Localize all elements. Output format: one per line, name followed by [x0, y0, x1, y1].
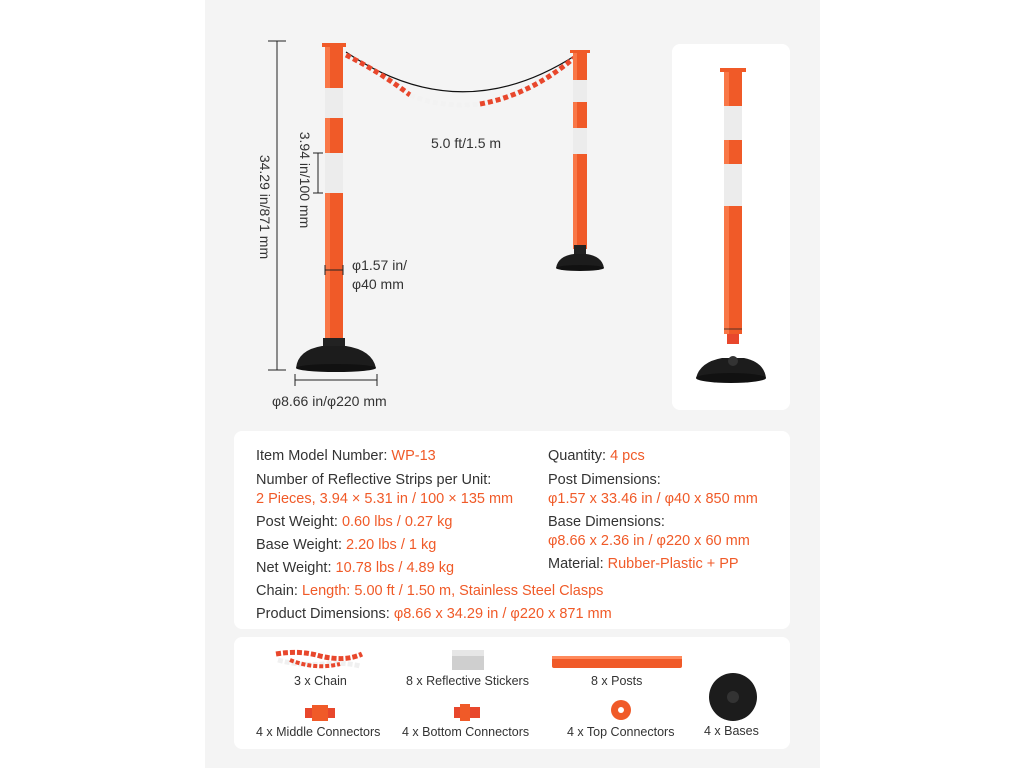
- spec-base-weight: Base Weight: 2.20 lbs / 1 kg: [256, 537, 437, 553]
- spec-product-dimensions: Product Dimensions: φ8.66 x 34.29 in / φ220 x 871 mm: [256, 606, 612, 622]
- strip-dimension-label: 3.94 in/100 mm: [297, 131, 313, 229]
- spec-base-dimensions-value: φ8.66 x 2.36 in / φ220 x 60 mm: [548, 533, 750, 549]
- post-diameter-label-2: φ40 mm: [352, 276, 404, 292]
- package-middle-connectors-label: 4 x Middle Connectors: [256, 725, 381, 739]
- spec-net-weight: Net Weight: 10.78 lbs / 4.89 kg: [256, 560, 455, 576]
- spec-strips-label: Number of Reflective Strips per Unit:: [256, 472, 492, 488]
- spec-chain: Chain: Length: 5.00 ft / 1.50 m, Stainless Steel Clasps: [256, 583, 604, 599]
- package-posts-label: 8 x Posts: [591, 674, 643, 688]
- package-chain-label: 3 x Chain: [294, 674, 347, 688]
- spec-base-dimensions-label: Base Dimensions:: [548, 514, 665, 530]
- spec-quantity: Quantity: 4 pcs: [548, 448, 645, 464]
- package-bottom-connectors-label: 4 x Bottom Connectors: [402, 725, 530, 739]
- chain-item-icon: [276, 652, 362, 666]
- spec-material: Material: Rubber-Plastic + PP: [548, 556, 739, 572]
- package-stickers-label: 8 x Reflective Stickers: [406, 674, 529, 688]
- post-diameter-label-1: φ1.57 in/: [352, 257, 408, 273]
- height-dimension-label: 34.29 in/871 mm: [257, 154, 273, 260]
- base-diameter-label: φ8.66 in/φ220 mm: [272, 393, 387, 409]
- spec-strips-value: 2 Pieces, 3.94 × 5.31 in / 100 × 135 mm: [256, 491, 514, 507]
- spec-model: Item Model Number: WP-13: [256, 448, 436, 464]
- chain-length-label: 5.0 ft/1.5 m: [431, 135, 502, 151]
- spec-post-weight: Post Weight: 0.60 lbs / 0.27 kg: [256, 514, 453, 530]
- spec-post-dimensions-value: φ1.57 x 33.46 in / φ40 x 850 mm: [548, 491, 758, 507]
- package-bases-label: 4 x Bases: [704, 724, 759, 738]
- package-top-connectors-label: 4 x Top Connectors: [567, 725, 675, 739]
- spec-post-dimensions-label: Post Dimensions:: [548, 472, 661, 488]
